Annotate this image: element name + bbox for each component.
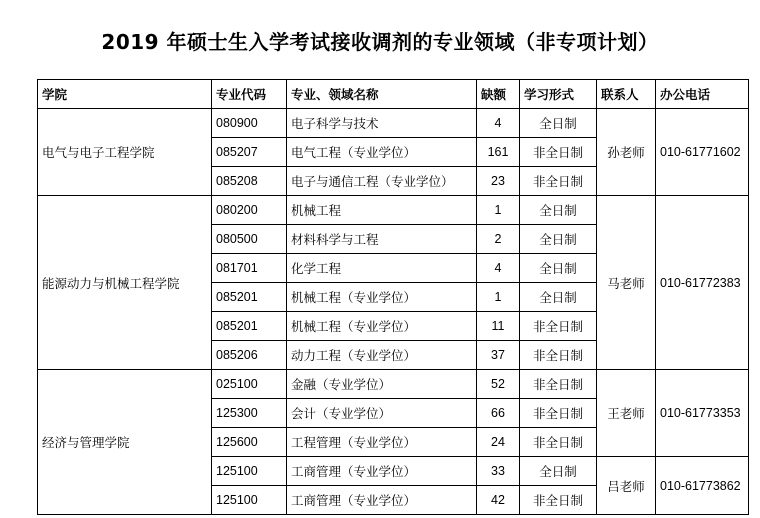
mode-cell: 全日制 [520, 196, 597, 225]
code-cell: 080900 [212, 109, 287, 138]
phone-cell: 010-61773353 [656, 370, 749, 457]
code-cell: 080500 [212, 225, 287, 254]
code-cell: 085201 [212, 312, 287, 341]
major-cell: 会计（专业学位） [287, 399, 477, 428]
quota-cell: 23 [477, 167, 520, 196]
header-college: 学院 [38, 80, 212, 109]
mode-cell: 非全日制 [520, 167, 597, 196]
header-row [38, 80, 749, 109]
header-code: 专业代码 [212, 80, 287, 109]
code-cell: 125600 [212, 428, 287, 457]
major-cell: 工商管理（专业学位） [287, 486, 477, 515]
code-cell: 081701 [212, 254, 287, 283]
mode-cell: 非全日制 [520, 138, 597, 167]
quota-cell: 66 [477, 399, 520, 428]
table-body [38, 109, 749, 515]
mode-cell: 全日制 [520, 225, 597, 254]
mode-cell: 全日制 [520, 457, 597, 486]
major-cell: 动力工程（专业学位） [287, 341, 477, 370]
mode-cell: 非全日制 [520, 312, 597, 341]
quota-cell: 1 [477, 283, 520, 312]
code-cell: 085208 [212, 167, 287, 196]
code-cell: 125100 [212, 486, 287, 515]
college-cell: 经济与管理学院 [38, 370, 212, 515]
header-contact: 联系人 [597, 80, 656, 109]
quota-cell: 37 [477, 341, 520, 370]
phone-cell: 010-61772383 [656, 196, 749, 370]
mode-cell: 全日制 [520, 109, 597, 138]
quota-cell: 42 [477, 486, 520, 515]
code-cell: 085206 [212, 341, 287, 370]
quota-cell: 11 [477, 312, 520, 341]
table-row [38, 196, 749, 225]
college-cell: 电气与电子工程学院 [38, 109, 212, 196]
quota-cell: 1 [477, 196, 520, 225]
major-cell: 电子与通信工程（专业学位） [287, 167, 477, 196]
major-cell: 机械工程（专业学位） [287, 312, 477, 341]
contact-cell: 吕老师 [597, 457, 656, 515]
quota-cell: 52 [477, 370, 520, 399]
quota-cell: 4 [477, 109, 520, 138]
code-cell: 085207 [212, 138, 287, 167]
quota-cell: 33 [477, 457, 520, 486]
page-title: 2019 年硕士生入学考试接收调剂的专业领域（非专项计划） [101, 30, 659, 54]
code-cell: 085201 [212, 283, 287, 312]
mode-cell: 非全日制 [520, 370, 597, 399]
college-cell: 能源动力与机械工程学院 [38, 196, 212, 370]
major-cell: 电气工程（专业学位） [287, 138, 477, 167]
mode-cell: 非全日制 [520, 486, 597, 515]
header-major: 专业、领域名称 [287, 80, 477, 109]
major-cell: 工商管理（专业学位） [287, 457, 477, 486]
code-cell: 125300 [212, 399, 287, 428]
mode-cell: 全日制 [520, 254, 597, 283]
contact-cell: 王老师 [597, 370, 656, 457]
quota-cell: 161 [477, 138, 520, 167]
mode-cell: 非全日制 [520, 341, 597, 370]
header-phone: 办公电话 [656, 80, 749, 109]
table-row [38, 109, 749, 138]
major-cell: 材料科学与工程 [287, 225, 477, 254]
phone-cell: 010-61771602 [656, 109, 749, 196]
code-cell: 025100 [212, 370, 287, 399]
quota-cell: 4 [477, 254, 520, 283]
code-cell: 080200 [212, 196, 287, 225]
mode-cell: 非全日制 [520, 428, 597, 457]
quota-cell: 2 [477, 225, 520, 254]
major-cell: 化学工程 [287, 254, 477, 283]
table-row [38, 370, 749, 399]
major-cell: 金融（专业学位） [287, 370, 477, 399]
quota-cell: 24 [477, 428, 520, 457]
code-cell: 125100 [212, 457, 287, 486]
major-cell: 机械工程 [287, 196, 477, 225]
major-cell: 机械工程（专业学位） [287, 283, 477, 312]
contact-cell: 马老师 [597, 196, 656, 370]
contact-cell: 孙老师 [597, 109, 656, 196]
mode-cell: 全日制 [520, 283, 597, 312]
phone-cell: 010-61773862 [656, 457, 749, 515]
major-cell: 电子科学与技术 [287, 109, 477, 138]
header-quota: 缺额 [477, 80, 520, 109]
major-cell: 工程管理（专业学位） [287, 428, 477, 457]
mode-cell: 非全日制 [520, 399, 597, 428]
admission-table [37, 79, 749, 515]
header-mode: 学习形式 [520, 80, 597, 109]
